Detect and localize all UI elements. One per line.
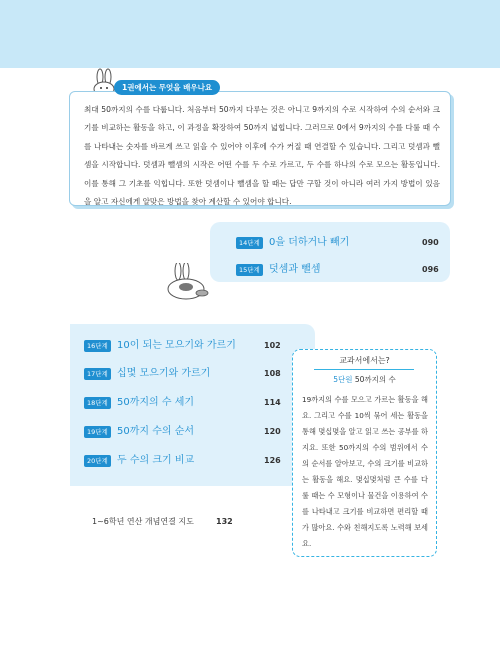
chapter-title: 덧셈과 뺄셈: [269, 264, 321, 275]
textbook-unit-label: 5단원: [333, 375, 353, 384]
chapter-row-16[interactable]: [84, 338, 284, 354]
chapter-row-15[interactable]: [236, 262, 439, 278]
chapter-badge: 15단계: [236, 264, 263, 276]
intro-text: 최대 50까지의 수를 다룹니다. 처음부터 50까지 다루는 것은 아니고 9까지의 수로 시작하여 수의 순서와 크기를 비교하는 활동을 하고, 이 과정을 확장하여 50까지 넓힙니다. 그러므로 0에서 9까지의 수를 다룰 때 수를 나타내는 숫자를 바르게 쓰고 읽을 수 있어야 이후에 수가 커질 때 연결할 수 있습니다. 그리고 덧셈과 뺄셈을 시작합니다. 덧셈과 뺄셈의 시작은 어떤 수를 두 수로 가르고, 두 수를 하나의 수로 모으는 활동입니다. 이를 통해 그 기초를 익힙니다. 또한 덧셈이나 뺄셈을 할 때는 답만 구할 것이 아니라 여러 가지 방법이 있음을 알고 자신에게 알맞은 방법을 찾아 계산할 수 있어야 합니다.: [84, 105, 440, 207]
chapter-title: 10이 되는 모으기와 가르기: [117, 340, 236, 351]
index-map-label[interactable]: 1~6학년 연산 개념연결 지도: [92, 517, 194, 526]
chapter-page: 126: [264, 456, 281, 465]
textbook-unit: [292, 374, 437, 386]
index-map-page: 132: [216, 517, 233, 526]
chapter-badge: 17단계: [84, 368, 111, 380]
textbook-heading: 교과서에서는?: [339, 356, 390, 365]
chapter-page: 102: [264, 341, 281, 350]
chapter-title: 50까지의 수 세기: [117, 397, 195, 408]
chapter-row-18[interactable]: [84, 395, 284, 411]
chapter-title: 십몇 모으기와 가르기: [117, 368, 211, 379]
intro-badge: 1권에서는 무엇을 배우나요: [114, 80, 220, 95]
chapter-badge: 16단계: [84, 340, 111, 352]
chapter-title: 0을 더하거나 빼기: [269, 237, 350, 248]
chapter-page: 090: [422, 238, 439, 247]
chapter-page: 108: [264, 369, 281, 378]
chapter-row-19[interactable]: [84, 424, 284, 440]
chapter-row-14[interactable]: [236, 235, 439, 251]
header-band: [0, 0, 500, 68]
chapter-badge: 14단계: [236, 237, 263, 249]
textbook-divider: [314, 369, 414, 370]
textbook-body: 19까지의 수를 모으고 가르는 활동을 해요. 그리고 수를 10씩 묶어 세는 활동을 통해 몇십몇을 알고 읽고 쓰는 공부를 하지요. 또한 50까지의 수의 범위에서 수의 순서를 알아보고, 수의 크기를 비교하는 활동을 해요. 몇십몇처럼 큰 수를 다룰 때는 수 모형이나 물건을 이용하여 수를 나타내고 크기를 비교하면 편리할 때가 많아요. 수와 친해지도록 노력해 보세요.: [302, 395, 428, 548]
chapter-badge: 19단계: [84, 426, 111, 438]
chapter-page: 096: [422, 265, 439, 274]
cat-mascot-icon: [164, 263, 214, 303]
chapter-row-17[interactable]: [84, 366, 284, 382]
textbook-unit-title: 50까지의 수: [354, 375, 396, 384]
chapter-badge: 20단계: [84, 455, 111, 467]
chapter-badge: 18단계: [84, 397, 111, 409]
chapter-title: 50까지 수의 순서: [117, 426, 195, 437]
chapter-page: 114: [264, 398, 281, 407]
chapter-row-20[interactable]: [84, 453, 284, 469]
chapter-title: 두 수의 크기 비교: [117, 455, 195, 466]
chapter-page: 120: [264, 427, 281, 436]
